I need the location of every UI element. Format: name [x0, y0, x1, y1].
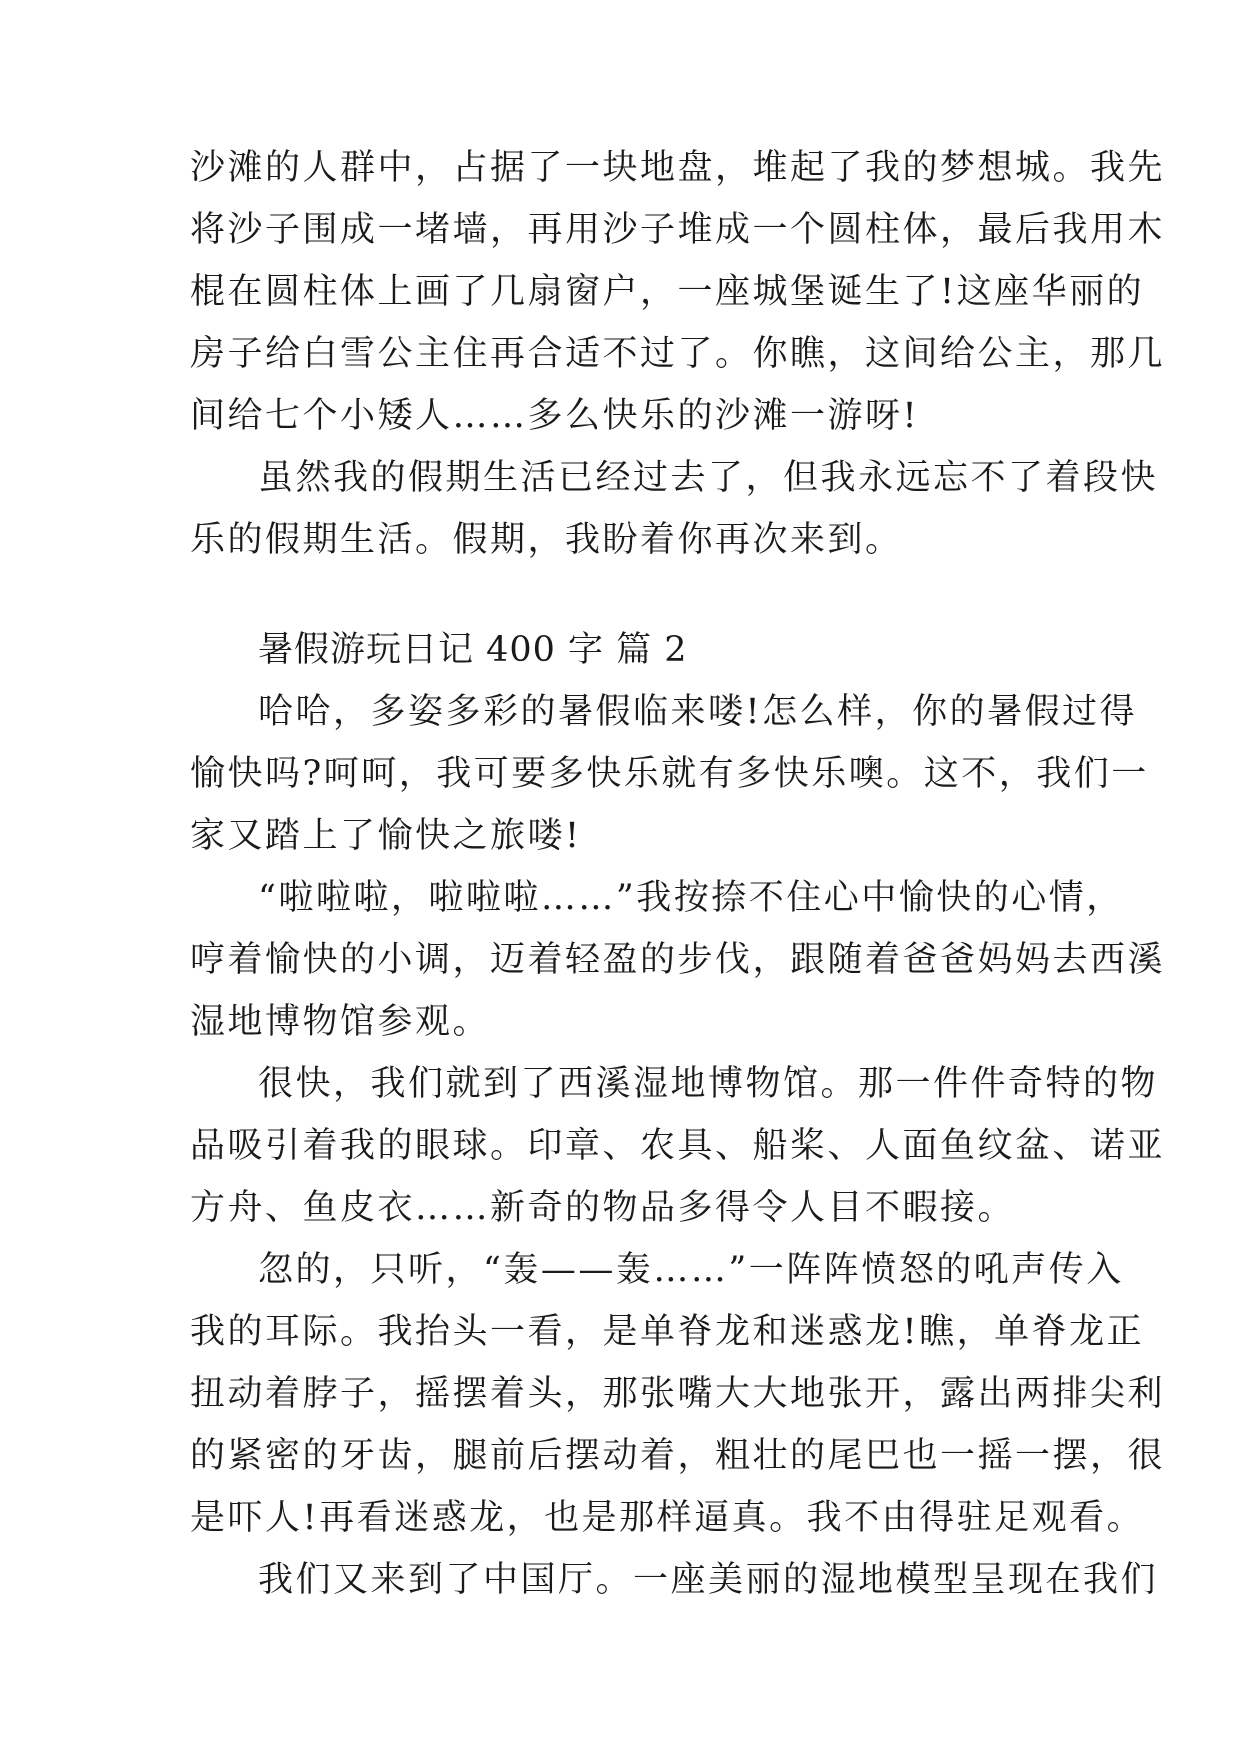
text-line: 方舟、鱼皮衣……新奇的物品多得令人目不暇接。	[190, 1188, 1016, 1228]
text-line: 品吸引着我的眼球。印章、农具、船桨、人面鱼纹盆、诺亚	[190, 1126, 1166, 1166]
paragraph-start-line: 很快，我们就到了西溪湿地博物馆。那一件件奇特的物	[258, 1064, 1159, 1104]
text-line: 沙滩的人群中，占据了一块地盘，堆起了我的梦想城。我先	[190, 148, 1166, 188]
text-line: 是吓人!再看迷惑龙，也是那样逼真。我不由得驻足观看。	[190, 1498, 1145, 1538]
paragraph-start-line: 忽的，只听，“轰——轰……”一阵阵愤怒的吼声传入	[258, 1250, 1124, 1290]
paragraph-start-line: 哈哈，多姿多彩的暑假临来喽!怎么样，你的暑假过得	[258, 692, 1138, 732]
text-line: 间给七个小矮人……多么快乐的沙滩一游呀!	[190, 396, 920, 436]
paragraph-start-line: 虽然我的假期生活已经过去了，但我永远忘不了着段快	[258, 458, 1159, 498]
text-line: 愉快吗?呵呵，我可要多快乐就有多快乐噢。这不，我们一	[190, 754, 1149, 794]
text-line: 家又踏上了愉快之旅喽!	[190, 816, 582, 856]
text-line: 将沙子围成一堵墙，再用沙子堆成一个圆柱体，最后我用木	[190, 210, 1166, 250]
text-line: 我的耳际。我抬头一看，是单脊龙和迷惑龙!瞧，单脊龙正	[190, 1312, 1145, 1352]
paragraph-start-line: 我们又来到了中国厅。一座美丽的湿地模型呈现在我们	[258, 1560, 1159, 1600]
text-line: 扭动着脖子，摇摆着头，那张嘴大大地张开，露出两排尖利	[190, 1374, 1166, 1414]
text-line: 棍在圆柱体上画了几扇窗户，一座城堡诞生了!这座华丽的	[190, 272, 1145, 312]
text-line: 乐的假期生活。假期，我盼着你再次来到。	[190, 520, 903, 560]
text-line: 哼着愉快的小调，迈着轻盈的步伐，跟随着爸爸妈妈去西溪	[190, 940, 1166, 980]
text-line: 的紧密的牙齿，腿前后摆动着，粗壮的尾巴也一摇一摆，很	[190, 1436, 1166, 1476]
paragraph-start-line: “啦啦啦，啦啦啦……”我按捺不住心中愉快的心情，	[258, 878, 1124, 918]
text-line: 湿地博物馆参观。	[190, 1002, 491, 1042]
section-heading: 暑假游玩日记 400 字 篇 2	[258, 630, 688, 670]
text-line: 房子给白雪公主住再合适不过了。你瞧，这间给公主，那几	[190, 334, 1166, 374]
